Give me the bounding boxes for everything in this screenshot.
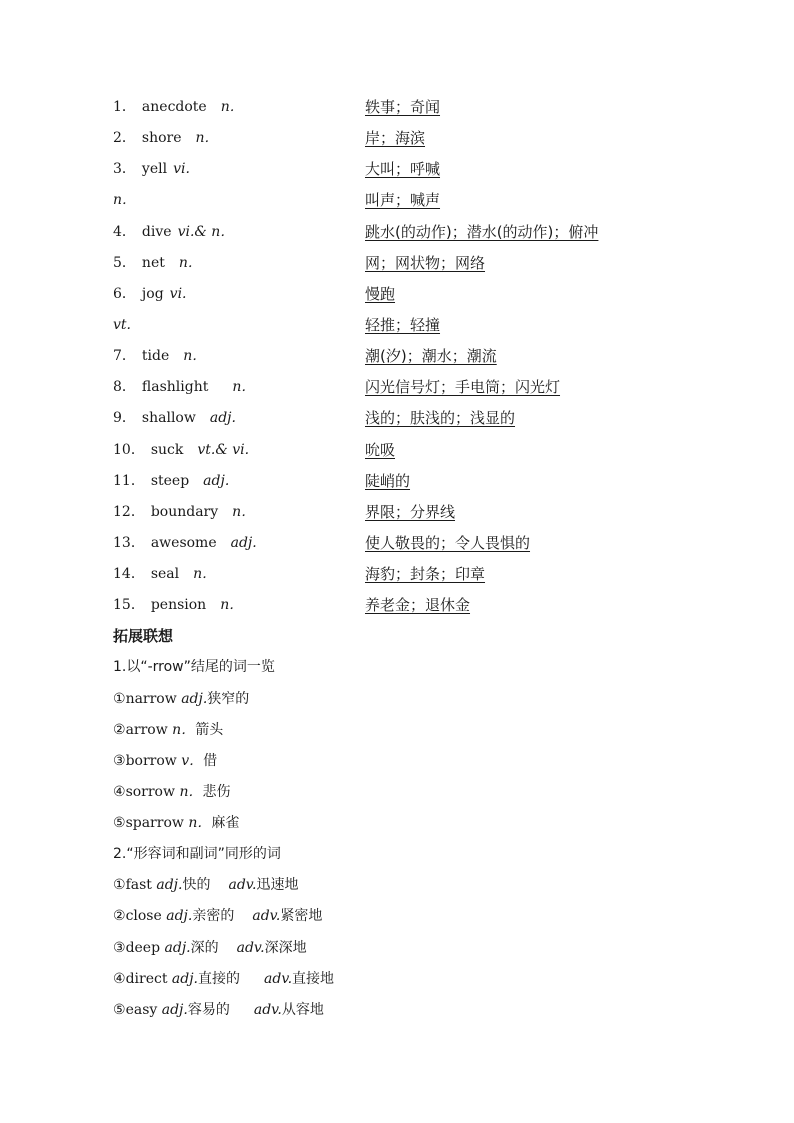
vocab-meaning: 闪光信号灯；手电筒；闪光灯 [365, 378, 561, 396]
vocab-meaning: 浅的；肤浅的；浅显的 [365, 409, 516, 427]
adv-label: adv. [264, 971, 293, 987]
vocab-word: anecdote [141, 99, 207, 115]
vocab-row [113, 252, 202, 274]
vocab-row [113, 532, 257, 554]
item-marker: ④ [113, 971, 126, 987]
part-of-speech: n． [188, 815, 212, 831]
part-of-speech: adj. [209, 410, 236, 426]
vocab-meaning: 跳水(的动作)；潜水(的动作)；俯冲 [365, 223, 599, 241]
item-marker: ① [113, 877, 126, 893]
item-number: 14． [113, 566, 145, 582]
adv-label: adv. [228, 877, 257, 893]
adv-meaning: 从容地 [281, 1002, 324, 1018]
part-of-speech: n． [232, 379, 256, 395]
vocab-row [113, 407, 236, 429]
vocab-row [113, 158, 190, 180]
vocab-row [113, 376, 255, 398]
vocab-word: seal [150, 566, 180, 582]
adv-meaning: 迅速地 [256, 877, 299, 893]
item-number: 9． [113, 410, 136, 426]
adv-meaning: 直接地 [292, 971, 335, 987]
item-marker: ③ [113, 753, 126, 769]
vocab-meaning: 网；网状物；网络 [365, 254, 486, 272]
item-number: 7． [113, 348, 136, 364]
item-meaning: 借 [203, 753, 218, 769]
list-item [113, 750, 217, 772]
item-word: deep [125, 940, 161, 956]
part-of-speech: n． [113, 192, 137, 208]
adj-label: adj. [166, 908, 193, 924]
item-marker: ⑤ [113, 1002, 126, 1018]
item-marker: ③ [113, 940, 126, 956]
vocab-meaning: 潮(汐)；潮水；潮流 [365, 347, 497, 365]
list-item [113, 968, 334, 990]
adj-meaning: 快的 [182, 877, 211, 893]
item-number: 12． [113, 504, 145, 520]
list-item [113, 905, 322, 927]
item-number: 1． [113, 99, 136, 115]
item-meaning: 狭窄的 [207, 691, 250, 707]
vocab-meaning: 轻推；轻撞 [365, 316, 441, 334]
part-of-speech: n． [193, 566, 217, 582]
part-of-speech: adj. [181, 691, 208, 707]
item-number: 6． [113, 286, 136, 302]
vocab-row [113, 594, 243, 616]
list-item [113, 937, 307, 959]
vocab-row [113, 96, 244, 118]
vocab-meaning: 叫声；喊声 [365, 191, 441, 209]
item-word: close [125, 908, 162, 924]
vocab-row [113, 563, 216, 585]
adj-label: adj. [156, 877, 183, 893]
item-number: 13． [113, 535, 145, 551]
vocab-word: steep [150, 473, 190, 489]
list-item [113, 781, 230, 803]
part-of-speech: n． [179, 784, 203, 800]
vocab-row [113, 345, 206, 367]
vocab-meaning: 慢跑 [365, 285, 396, 303]
item-word: easy [125, 1002, 158, 1018]
adj-meaning: 容易的 [187, 1002, 230, 1018]
vocab-word: jog [141, 286, 164, 302]
part-of-speech: vi.& n． [177, 224, 235, 240]
section1-title: 1.以“-rrow”结尾的词一览 [113, 659, 275, 675]
vocab-word: dive [141, 224, 172, 240]
vocab-meaning: 海豹；封条；印章 [365, 565, 486, 583]
item-number: 3． [113, 161, 136, 177]
adj-label: adj. [171, 971, 199, 987]
part-of-speech: n． [178, 255, 202, 271]
item-number: 15． [113, 597, 145, 613]
part-of-speech: v． [181, 753, 204, 769]
adv-label: adv. [236, 940, 265, 956]
part-of-speech: n． [195, 130, 219, 146]
list-item [113, 719, 223, 741]
item-number: 11． [113, 473, 145, 489]
item-word: borrow [125, 753, 177, 769]
vocab-row [113, 314, 131, 336]
vocab-row [113, 439, 249, 461]
vocab-meaning: 轶事；奇闻 [365, 98, 441, 116]
vocab-meaning: 吮吸 [365, 441, 396, 459]
vocab-word: shore [141, 130, 182, 146]
item-word: fast [125, 877, 152, 893]
item-marker: ④ [113, 784, 126, 800]
part-of-speech: adj. [230, 535, 257, 551]
extension-heading: 拓展联想 [113, 627, 174, 645]
item-meaning: 麻雀 [211, 815, 240, 831]
part-of-speech: n． [220, 597, 244, 613]
vocab-row [113, 221, 234, 243]
adv-meaning: 紧密地 [280, 908, 323, 924]
item-marker: ① [113, 691, 126, 707]
vocab-meaning: 陡峭的 [365, 472, 411, 490]
item-word: narrow [125, 691, 177, 707]
part-of-speech: n． [220, 99, 244, 115]
part-of-speech: vt. [113, 317, 131, 333]
vocab-word: net [141, 255, 165, 271]
item-meaning: 悲伤 [202, 784, 231, 800]
vocab-meaning: 岸；海滨 [365, 129, 426, 147]
vocab-word: flashlight [141, 379, 209, 395]
vocab-word: boundary [150, 504, 219, 520]
vocab-row [113, 470, 229, 492]
part-of-speech: n． [232, 504, 256, 520]
item-word: sparrow [125, 815, 184, 831]
vocab-word: suck [150, 442, 184, 458]
item-marker: ② [113, 722, 126, 738]
adj-meaning: 直接的 [198, 971, 241, 987]
vocab-row [113, 501, 255, 523]
vocab-meaning: 养老金；退休金 [365, 596, 471, 614]
vocab-meaning: 使人敬畏的；令人畏惧的 [365, 534, 531, 552]
adv-label: adv. [252, 908, 281, 924]
item-number: 2． [113, 130, 136, 146]
list-item [113, 874, 298, 896]
part-of-speech: vi. [169, 286, 187, 302]
list-item [113, 999, 324, 1021]
vocab-row [113, 283, 187, 305]
adj-label: adj. [161, 1002, 188, 1018]
item-word: direct [125, 971, 168, 987]
list-item [113, 812, 239, 834]
item-number: 4． [113, 224, 136, 240]
vocab-meaning: 大叫；呼喊 [365, 160, 441, 178]
part-of-speech: vi. [173, 161, 190, 177]
item-marker: ② [113, 908, 126, 924]
adj-meaning: 亲密的 [192, 908, 235, 924]
item-word: sorrow [125, 784, 175, 800]
part-of-speech: vt.& vi. [197, 442, 250, 458]
item-number: 10． [113, 442, 145, 458]
item-marker: ⑤ [113, 815, 126, 831]
vocab-word: awesome [150, 535, 217, 551]
adj-label: adj. [164, 940, 191, 956]
vocab-row [113, 127, 219, 149]
vocab-row [113, 189, 136, 211]
vocab-word: tide [141, 348, 170, 364]
part-of-speech: n． [183, 348, 207, 364]
list-item [113, 688, 249, 710]
vocab-word: pension [150, 597, 207, 613]
section2-title: 2.“形容词和副词”同形的词 [113, 846, 281, 862]
part-of-speech: n． [172, 722, 196, 738]
item-number: 8． [113, 379, 136, 395]
item-meaning: 箭头 [195, 722, 224, 738]
item-number: 5． [113, 255, 136, 271]
vocab-word: yell [141, 161, 168, 177]
vocab-word: shallow [141, 410, 196, 426]
adv-label: adv. [253, 1002, 282, 1018]
adj-meaning: 深的 [190, 940, 219, 956]
adv-meaning: 深深地 [264, 940, 307, 956]
item-word: arrow [125, 722, 168, 738]
part-of-speech: adj. [203, 473, 230, 489]
vocab-meaning: 界限；分界线 [365, 503, 456, 521]
